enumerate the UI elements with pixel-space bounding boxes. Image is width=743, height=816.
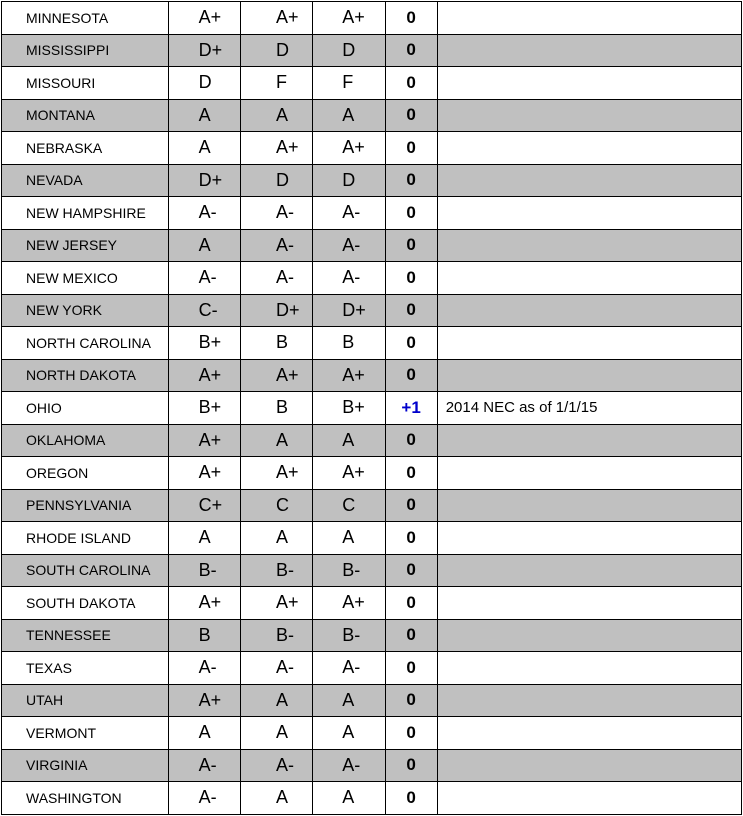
change-cell: 0 xyxy=(385,2,437,35)
change-cell: 0 xyxy=(385,34,437,67)
note-cell xyxy=(437,489,741,522)
grade-cell-1: D xyxy=(168,67,240,100)
change-cell: 0 xyxy=(385,619,437,652)
change-cell: 0 xyxy=(385,717,437,750)
table-row xyxy=(2,424,742,457)
grade-cell-2: A xyxy=(240,522,312,555)
table-row xyxy=(2,652,742,685)
note-cell xyxy=(437,294,741,327)
grade-cell-1: A+ xyxy=(168,684,240,717)
state-name-cell: MISSISSIPPI xyxy=(2,34,169,67)
grade-cell-2: A- xyxy=(240,197,312,230)
note-cell xyxy=(437,619,741,652)
table-row xyxy=(2,67,742,100)
state-name-cell: PENNSYLVANIA xyxy=(2,489,169,522)
grade-cell-1: A xyxy=(168,99,240,132)
grade-cell-1: B- xyxy=(168,554,240,587)
state-name-cell: NORTH CAROLINA xyxy=(2,327,169,360)
state-name-cell: TENNESSEE xyxy=(2,619,169,652)
grade-cell-1: A- xyxy=(168,749,240,782)
grade-cell-2: A xyxy=(240,717,312,750)
state-name-cell: VERMONT xyxy=(2,717,169,750)
note-cell xyxy=(437,262,741,295)
table-body xyxy=(2,2,742,815)
state-name-cell: NEBRASKA xyxy=(2,132,169,165)
grade-cell-3: A xyxy=(313,782,385,815)
table-row xyxy=(2,684,742,717)
grade-cell-2: A+ xyxy=(240,587,312,620)
grade-cell-1: A+ xyxy=(168,359,240,392)
grade-cell-3: A+ xyxy=(313,2,385,35)
grade-cell-2: A xyxy=(240,684,312,717)
grade-cell-2: B- xyxy=(240,554,312,587)
change-cell: 0 xyxy=(385,262,437,295)
change-cell: 0 xyxy=(385,294,437,327)
note-cell xyxy=(437,359,741,392)
state-name-cell: NEW MEXICO xyxy=(2,262,169,295)
grade-cell-3: A xyxy=(313,717,385,750)
grade-cell-2: A+ xyxy=(240,359,312,392)
state-name-cell: OKLAHOMA xyxy=(2,424,169,457)
grade-cell-1: B+ xyxy=(168,392,240,425)
grade-cell-1: A xyxy=(168,717,240,750)
note-cell xyxy=(437,197,741,230)
state-name-cell: VIRGINIA xyxy=(2,749,169,782)
grade-cell-2: D+ xyxy=(240,294,312,327)
grade-cell-3: A- xyxy=(313,197,385,230)
state-name-cell: MONTANA xyxy=(2,99,169,132)
grade-cell-3: B- xyxy=(313,554,385,587)
grade-cell-2: D xyxy=(240,164,312,197)
grade-cell-1: A+ xyxy=(168,2,240,35)
note-cell xyxy=(437,782,741,815)
grade-cell-3: A- xyxy=(313,262,385,295)
grade-cell-3: A+ xyxy=(313,457,385,490)
table-row xyxy=(2,99,742,132)
change-cell: 0 xyxy=(385,67,437,100)
note-cell xyxy=(437,99,741,132)
table-row xyxy=(2,34,742,67)
table-row xyxy=(2,749,742,782)
state-name-cell: WASHINGTON xyxy=(2,782,169,815)
note-cell xyxy=(437,327,741,360)
grade-cell-3: A+ xyxy=(313,132,385,165)
table-row xyxy=(2,359,742,392)
table-row xyxy=(2,229,742,262)
grade-cell-1: A xyxy=(168,522,240,555)
change-cell: 0 xyxy=(385,229,437,262)
note-cell xyxy=(437,132,741,165)
change-cell: 0 xyxy=(385,489,437,522)
grade-cell-1: C+ xyxy=(168,489,240,522)
state-name-cell: RHODE ISLAND xyxy=(2,522,169,555)
grade-cell-1: A- xyxy=(168,782,240,815)
change-cell: 0 xyxy=(385,327,437,360)
grade-cell-1: A- xyxy=(168,262,240,295)
grade-cell-3: C xyxy=(313,489,385,522)
grade-cell-3: F xyxy=(313,67,385,100)
state-name-cell: SOUTH DAKOTA xyxy=(2,587,169,620)
state-name-cell: OREGON xyxy=(2,457,169,490)
grade-cell-2: A+ xyxy=(240,2,312,35)
note-cell xyxy=(437,67,741,100)
grade-cell-3: B xyxy=(313,327,385,360)
state-name-cell: NEW JERSEY xyxy=(2,229,169,262)
state-name-cell: MISSOURI xyxy=(2,67,169,100)
grade-cell-3: B+ xyxy=(313,392,385,425)
grade-cell-2: A xyxy=(240,424,312,457)
state-name-cell: OHIO xyxy=(2,392,169,425)
note-cell xyxy=(437,2,741,35)
grade-cell-2: A xyxy=(240,782,312,815)
grade-cell-3: A xyxy=(313,424,385,457)
state-name-cell: NEVADA xyxy=(2,164,169,197)
grade-cell-1: A- xyxy=(168,652,240,685)
grade-cell-3: D xyxy=(313,164,385,197)
table-row xyxy=(2,164,742,197)
grade-cell-3: A+ xyxy=(313,359,385,392)
note-cell xyxy=(437,457,741,490)
table-row xyxy=(2,619,742,652)
table-row xyxy=(2,392,742,425)
state-name-cell: NEW YORK xyxy=(2,294,169,327)
state-name-cell: NORTH DAKOTA xyxy=(2,359,169,392)
table-row xyxy=(2,587,742,620)
grade-cell-2: A+ xyxy=(240,132,312,165)
change-cell: 0 xyxy=(385,522,437,555)
note-cell: 2014 NEC as of 1/1/15 xyxy=(437,392,741,425)
change-cell: 0 xyxy=(385,587,437,620)
grade-cell-3: A- xyxy=(313,749,385,782)
note-cell xyxy=(437,229,741,262)
grade-cell-1: D+ xyxy=(168,164,240,197)
state-name-cell: UTAH xyxy=(2,684,169,717)
change-cell: 0 xyxy=(385,652,437,685)
table-row xyxy=(2,132,742,165)
grade-cell-3: A- xyxy=(313,229,385,262)
grade-cell-1: C- xyxy=(168,294,240,327)
change-cell: 0 xyxy=(385,684,437,717)
note-cell xyxy=(437,424,741,457)
table-row xyxy=(2,294,742,327)
change-cell: 0 xyxy=(385,554,437,587)
grade-cell-2: A- xyxy=(240,652,312,685)
change-cell: 0 xyxy=(385,99,437,132)
table-row xyxy=(2,717,742,750)
grade-cell-3: A xyxy=(313,99,385,132)
grade-cell-2: B- xyxy=(240,619,312,652)
grade-cell-2: D xyxy=(240,34,312,67)
change-cell: +1 xyxy=(385,392,437,425)
grade-cell-1: B xyxy=(168,619,240,652)
state-name-cell: NEW HAMPSHIRE xyxy=(2,197,169,230)
state-name-cell: MINNESOTA xyxy=(2,2,169,35)
grade-cell-3: D+ xyxy=(313,294,385,327)
change-cell: 0 xyxy=(385,457,437,490)
change-cell: 0 xyxy=(385,132,437,165)
grade-cell-2: A- xyxy=(240,749,312,782)
grade-cell-3: B- xyxy=(313,619,385,652)
grade-cell-1: A xyxy=(168,132,240,165)
table-row xyxy=(2,197,742,230)
change-cell: 0 xyxy=(385,749,437,782)
grade-cell-3: A xyxy=(313,522,385,555)
grade-cell-2: C xyxy=(240,489,312,522)
grade-cell-2: A- xyxy=(240,262,312,295)
grade-cell-2: B xyxy=(240,392,312,425)
note-cell xyxy=(437,652,741,685)
note-cell xyxy=(437,522,741,555)
table-row xyxy=(2,522,742,555)
grade-cell-1: B+ xyxy=(168,327,240,360)
note-cell xyxy=(437,717,741,750)
grade-cell-1: A+ xyxy=(168,424,240,457)
note-cell xyxy=(437,164,741,197)
state-grades-table xyxy=(1,1,742,815)
table-row xyxy=(2,457,742,490)
note-cell xyxy=(437,749,741,782)
grade-cell-3: D xyxy=(313,34,385,67)
grade-cell-3: A xyxy=(313,684,385,717)
change-cell: 0 xyxy=(385,359,437,392)
grade-cell-2: F xyxy=(240,67,312,100)
grade-cell-1: D+ xyxy=(168,34,240,67)
change-cell: 0 xyxy=(385,424,437,457)
note-cell xyxy=(437,587,741,620)
grade-cell-1: A+ xyxy=(168,587,240,620)
state-name-cell: TEXAS xyxy=(2,652,169,685)
change-cell: 0 xyxy=(385,164,437,197)
grade-cell-1: A- xyxy=(168,197,240,230)
grade-cell-3: A+ xyxy=(313,587,385,620)
grade-cell-2: A xyxy=(240,99,312,132)
grade-cell-1: A xyxy=(168,229,240,262)
grade-cell-1: A+ xyxy=(168,457,240,490)
note-cell xyxy=(437,554,741,587)
table-row xyxy=(2,554,742,587)
table-row xyxy=(2,782,742,815)
note-cell xyxy=(437,684,741,717)
table-row xyxy=(2,489,742,522)
table-row xyxy=(2,2,742,35)
state-name-cell: SOUTH CAROLINA xyxy=(2,554,169,587)
table-row xyxy=(2,262,742,295)
grade-cell-2: A- xyxy=(240,229,312,262)
grade-cell-2: B xyxy=(240,327,312,360)
grade-cell-3: A- xyxy=(313,652,385,685)
change-cell: 0 xyxy=(385,782,437,815)
grade-cell-2: A+ xyxy=(240,457,312,490)
table-row xyxy=(2,327,742,360)
note-cell xyxy=(437,34,741,67)
change-cell: 0 xyxy=(385,197,437,230)
